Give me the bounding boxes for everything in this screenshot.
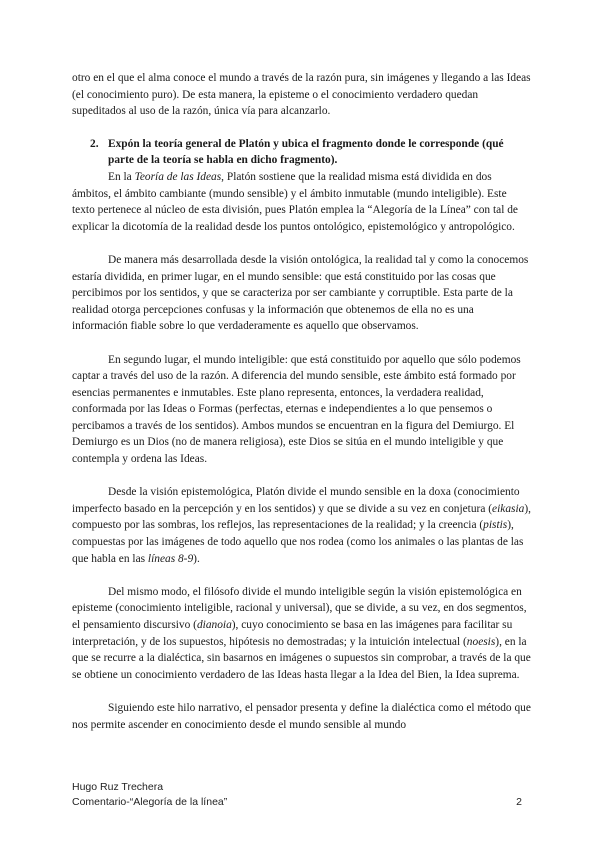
text-run: ), en la que se recurre a la dialéctica, sin basarnos en imágenes o supuestos sin comprobar, a través de la que se obtiene un conocimiento verdadero de las Ideas hasta llegar a la Idea del Bien, la Idea suprema. bbox=[72, 635, 531, 681]
footer-row bbox=[72, 795, 522, 810]
italic-term: pistis bbox=[483, 519, 508, 532]
italic-term: dianoia bbox=[196, 619, 232, 631]
paragraph-dialectic: Siguiendo este hilo narrativo, el pensador presenta y define la dialéctica como el método que nos permite ascender en conocimiento desde el mundo sensible al mundo bbox=[72, 701, 531, 731]
question-text: Expón la teoría general de Platón y ubica el fragmento donde le corresponde (qué parte de la teoría se habla en dicho fragmento). bbox=[108, 137, 504, 167]
italic-term: líneas 8-9 bbox=[147, 552, 194, 565]
paragraph-epistemological-intelligible bbox=[72, 584, 532, 684]
italic-term: Teoría de las Ideas bbox=[134, 170, 222, 183]
text-run: ), cuyo conocimiento se basa en las imágenes para facilitar su interpretación, y de los supuestos, hipótesis no demostradas; y la intuición intelectual ( bbox=[72, 619, 513, 648]
text-run: ), compuestas por las imágenes de todo aquello que nos rodea (como los animales o las plantas de las que habla en las bbox=[72, 519, 524, 565]
paragraph-ontological-sensible: De manera más desarrollada desde la visión ontológica, la realidad tal y como la conocemos estaría dividida, en primer lugar, en el mundo sensible: que está constituido por las cosas que percibimos por los sentidos, y que se caracteriza por ser cambiante y corruptible. Esta parte de la realidad otorga percepciones confusas y la información que obtenemos de ella no es una información fiable sobre lo que verdaderamente es aquello que observamos. bbox=[72, 253, 529, 333]
paragraph-theory-of-ideas bbox=[72, 169, 532, 235]
question-heading bbox=[72, 136, 532, 169]
text-run: En la bbox=[108, 170, 135, 183]
footer-author: Hugo Ruz Trechera bbox=[72, 781, 164, 793]
paragraph-ontological-intelligible: En segundo lugar, el mundo inteligible: que está constituido por aquello que sólo podemos captar a través del uso de la razón. A diferencia del mundo sensible, este ámbito está formado por esencias permanentes e inmutables. Este plano representa, entonces, la verdadera realidad, conformada por las Ideas o Formas (perfectas, eternas e independientes a lo que pensemos o percibamos a través de los sentidos). Ambos mundos se encuentran en la figura del Demiurgo. El Demiurgo es un Dios (no de manera religiosa), este Dios se sitúa en el mundo inteligible y que contempla y ordena las Ideas. bbox=[72, 353, 521, 466]
footer-subtitle: Comentario-“Alegoría de la línea” bbox=[72, 796, 228, 808]
text-run: Desde la visión epistemológica, Platón divide el mundo sensible en la doxa (conocimiento imperfecto basado en la percepción y en los sentidos) y que se divide a su vez en conjetura ( bbox=[72, 486, 520, 515]
page-footer bbox=[72, 780, 522, 810]
page-body bbox=[72, 70, 532, 733]
question-number: 2. bbox=[90, 137, 99, 150]
italic-term: eikasia bbox=[492, 502, 525, 515]
text-run: Del mismo modo, el filósofo divide el mundo inteligible según la visión epistemológica en episteme (conocimiento inteligible, racional y universal), que se divide, a su vez, en dos segmentos, el pensamiento discursivo ( bbox=[72, 585, 527, 631]
italic-term: noesis bbox=[466, 635, 496, 648]
text-run: ). bbox=[193, 552, 200, 565]
text-run: ), compuesto por las sombras, los reflejos, las representaciones de la realidad; y la creencia ( bbox=[72, 502, 531, 532]
page-number: 2 bbox=[516, 796, 522, 808]
intro-paragraph: otro en el que el alma conoce el mundo a través de la razón pura, sin imágenes y llegando a las Ideas (el conocimiento puro). De esta manera, la episteme o el conocimiento verdadero quedan supeditados al uso de la razón, única vía para alcanzarlo. bbox=[72, 72, 531, 118]
paragraph-epistemological-sensible bbox=[72, 484, 532, 567]
text-run: , Platón sostiene que la realidad misma está dividida en dos ámbitos, el ámbito cambiante (mundo sensible) y el ámbito inmutable (mundo inteligible). Este texto pertenece al núcleo de esta división, pues Platón emplea la “Alegoría de la Línea” con tal de explicar la dicotomía de la realidad desde los puntos ontológico, epistemológico y antropológico. bbox=[72, 170, 518, 233]
